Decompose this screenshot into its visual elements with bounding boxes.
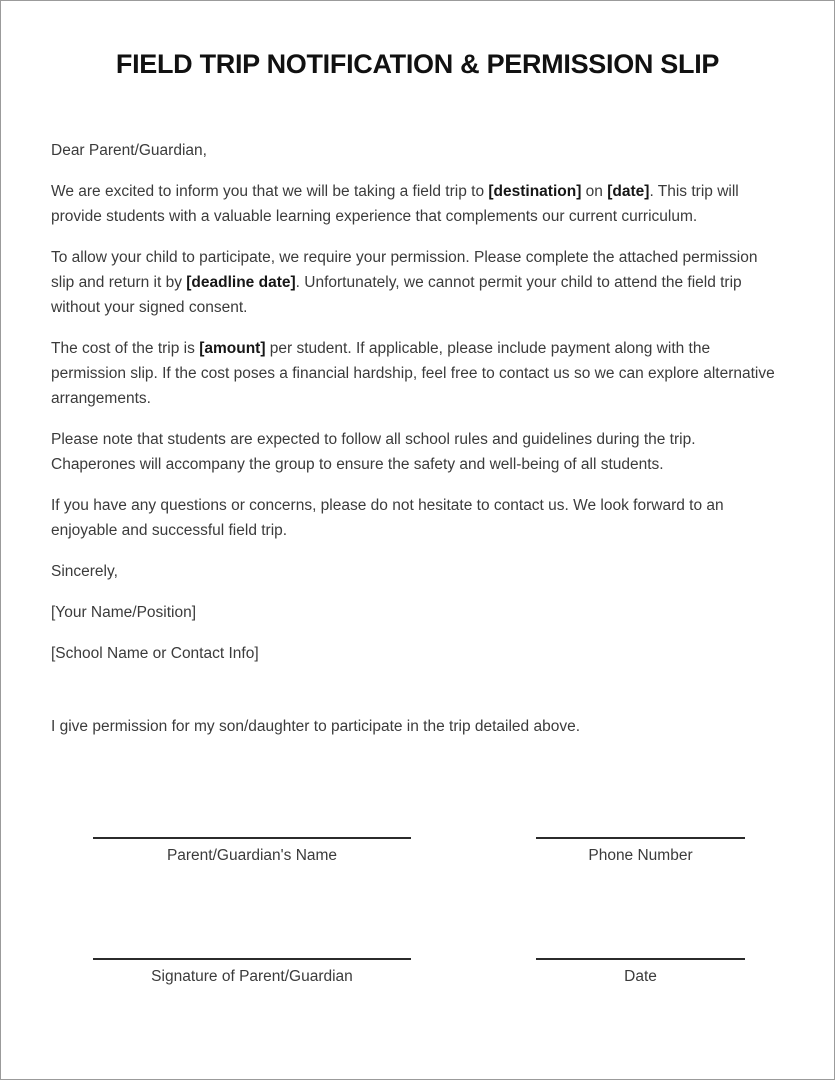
phone-number-label: Phone Number bbox=[588, 847, 693, 864]
parent-guardian-name-line bbox=[93, 837, 411, 839]
paragraph-questions: If you have any questions or concerns, please do not hesitate to contact us. We look forward to an enjoyable and successful field trip. bbox=[51, 497, 724, 539]
salutation: Dear Parent/Guardian, bbox=[51, 142, 207, 159]
phone-number-line bbox=[536, 837, 745, 839]
letter-body bbox=[51, 138, 784, 666]
field-date bbox=[536, 958, 745, 987]
paragraph-rules: Please note that students are expected to follow all school rules and guidelines during the trip. Chaperones will accompany the group to ensure the safety and well-being of all students. bbox=[51, 431, 696, 473]
paragraph-text: . This trip will provide students with a valuable learning experience that complements our current curriculum. bbox=[51, 183, 739, 225]
signature-row-1 bbox=[1, 837, 834, 866]
field-phone-number bbox=[536, 837, 745, 866]
signature-row-2 bbox=[1, 958, 834, 987]
closing-school-placeholder: [School Name or Contact Info] bbox=[51, 645, 259, 662]
date-line bbox=[536, 958, 745, 960]
date-label: Date bbox=[624, 968, 657, 985]
permission-statement: I give permission for my son/daughter to participate in the trip detailed above. bbox=[51, 718, 581, 735]
page-title: FIELD TRIP NOTIFICATION & PERMISSION SLIP bbox=[115, 49, 720, 79]
paragraph-text: The cost of the trip is bbox=[51, 340, 200, 357]
date-placeholder: [date] bbox=[607, 183, 650, 200]
paragraph-permission-request bbox=[51, 245, 784, 320]
field-parent-guardian-name bbox=[93, 837, 411, 866]
closing-sincerely: Sincerely, bbox=[51, 563, 118, 580]
signature-line bbox=[93, 958, 411, 960]
paragraph-trip-announcement bbox=[51, 179, 784, 229]
paragraph-text: per student. If applicable, please include payment along with the permission slip. If the cost poses a financial hardship, feel free to contact us so we can explore alternative arrangements. bbox=[51, 340, 775, 407]
parent-guardian-name-label: Parent/Guardian's Name bbox=[166, 847, 338, 864]
destination-placeholder: [destination] bbox=[488, 183, 582, 200]
paragraph-text: on bbox=[581, 183, 608, 200]
paragraph-text: To allow your child to participate, we require your permission. Please complete the attached permission slip and return it by bbox=[51, 249, 758, 291]
signature-label: Signature of Parent/Guardian bbox=[151, 968, 353, 985]
paragraph-text: . Unfortunately, we cannot permit your child to attend the field trip without your signed consent. bbox=[51, 274, 742, 316]
signature-section bbox=[1, 837, 834, 987]
closing-name-placeholder: [Your Name/Position] bbox=[51, 604, 197, 621]
field-signature bbox=[93, 958, 411, 987]
paragraph-cost bbox=[51, 336, 784, 411]
paragraph-text: We are excited to inform you that we will be taking a field trip to bbox=[51, 183, 489, 200]
amount-placeholder: [amount] bbox=[199, 340, 266, 357]
deadline-date-placeholder: [deadline date] bbox=[186, 274, 296, 291]
